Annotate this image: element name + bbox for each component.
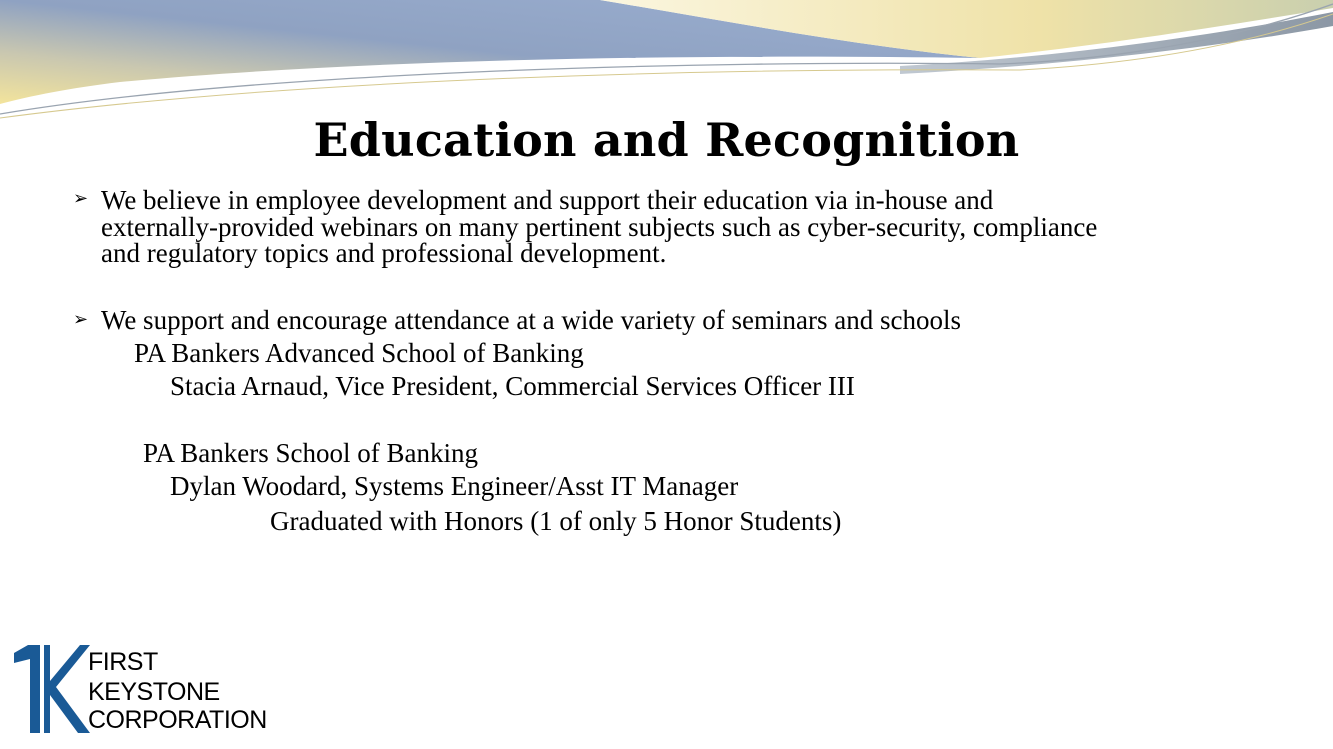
slide-title: Education and Recognition	[313, 113, 1020, 167]
school-person: Dylan Woodard, Systems Engineer/Asst IT Manager	[170, 471, 739, 501]
logo-line-keystone: KEYSTONE	[88, 678, 220, 706]
logo-line-first: FIRST	[88, 648, 158, 676]
bullet-1-line-1: We believe in employee development and support their education via in-house and	[101, 185, 994, 215]
bullet-arrow-icon: ➢	[73, 188, 89, 209]
school-honor-note: Graduated with Honors (1 of only 5 Honor Students)	[270, 506, 842, 536]
school-person: Stacia Arnaud, Vice President, Commercial Services Officer III	[170, 371, 855, 401]
bullet-1-line-2: externally-provided webinars on many pertinent subjects such as cyber-security, compliance	[101, 212, 1098, 242]
bullet-1-line-3: and regulatory topics and professional development.	[101, 238, 667, 268]
school-name: PA Bankers Advanced School of Banking	[134, 338, 584, 368]
logo-line-corporation: CORPORATION	[88, 706, 267, 734]
bullet-2-line-1: We support and encourage attendance at a wide variety of seminars and schools	[101, 305, 962, 335]
keystone-k-icon	[14, 643, 94, 735]
school-name: PA Bankers School of Banking	[143, 438, 479, 468]
bullet-arrow-icon: ➢	[73, 309, 89, 330]
company-logo	[14, 643, 304, 735]
